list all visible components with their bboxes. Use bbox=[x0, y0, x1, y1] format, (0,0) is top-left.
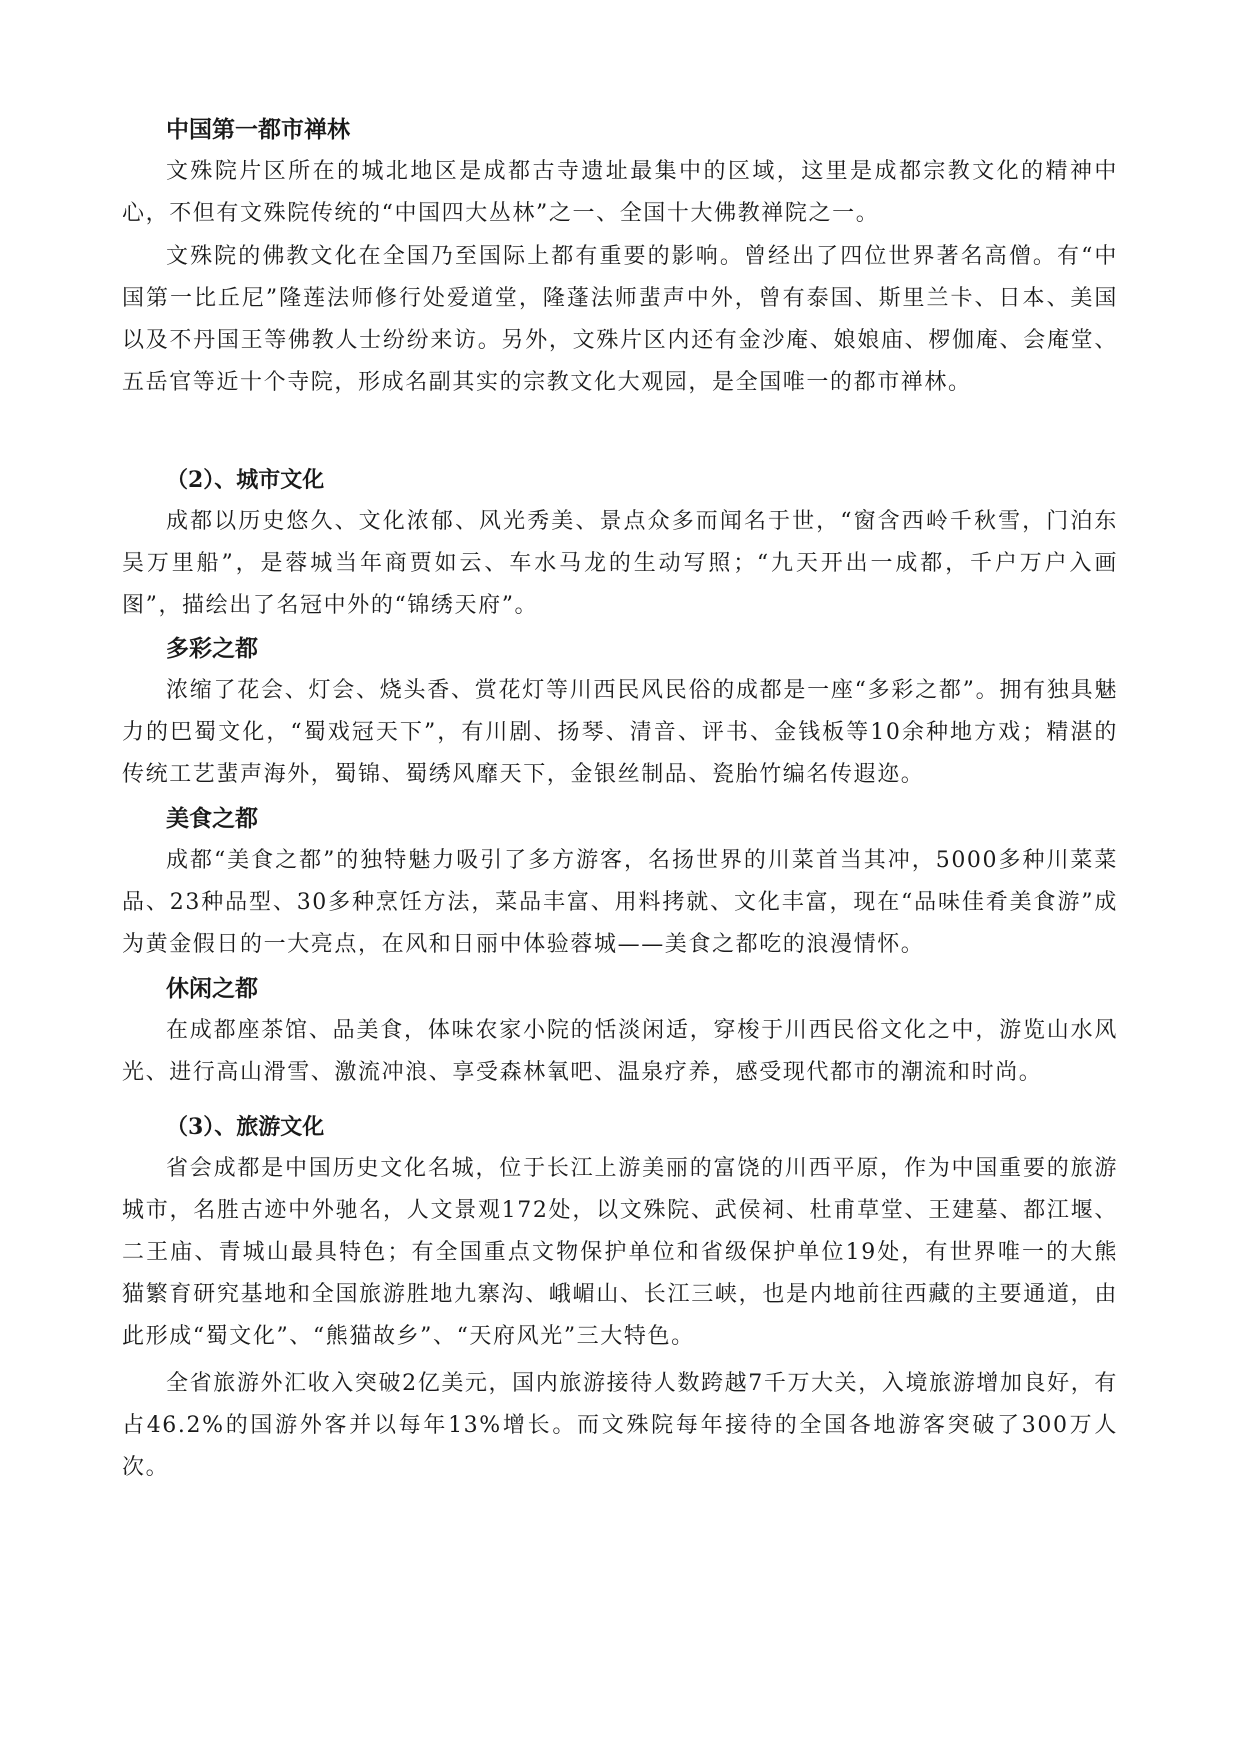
paragraph-text: 浓缩了花会、灯会、烧头香、赏花灯等川西民风民俗的成都是一座“多彩之都”。拥有独具魅力的巴蜀文化，“蜀戏冠天下”，有川剧、扬琴、清音、评书、金钱板等10余种地方戏；精湛的传统工艺蜚声海外，蜀锦、蜀绣风靡天下，金银丝制品、瓷胎竹编名传遐迩。 bbox=[122, 678, 1118, 787]
heading-tourism-culture: （3）、旅游文化 bbox=[166, 1114, 325, 1140]
paragraph-wenshu-district bbox=[122, 151, 1118, 235]
paragraph-colorful-capital bbox=[122, 670, 1118, 796]
paragraph-buddhist-culture bbox=[122, 236, 1118, 404]
paragraph-text: 省会成都是中国历史文化名城，位于长江上游美丽的富饶的川西平原，作为中国重要的旅游城市，名胜古迹中外驰名，人文景观172处，以文殊院、武侯祠、杜甫草堂、王建墓、都江堰、二王庙、青城山最具特色；有全国重点文物保护单位和省级保护单位19处，有世界唯一的大熊猫繁育研究基地和全国旅游胜地九寨沟、峨嵋山、长江三峡，也是内地前往西藏的主要通道，由此形成“蜀文化”、“熊猫故乡”、“天府风光”三大特色。 bbox=[122, 1156, 1118, 1349]
paragraph-text: 文殊院的佛教文化在全国乃至国际上都有重要的影响。曾经出了四位世界著名高僧。有“中国第一比丘尼”隆莲法师修行处爱道堂，隆蓬法师蜚声中外，曾有泰国、斯里兰卡、日本、美国以及不丹国王等佛教人士纷纷来访。另外，文殊片区内还有金沙庵、娘娘庙、椤伽庵、会庵堂、五岳官等近十个寺院，形成名副其实的宗教文化大观园，是全国唯一的都市禅林。 bbox=[122, 244, 1118, 395]
heading-colorful-capital: 多彩之都 bbox=[166, 635, 258, 662]
paragraph-city-culture bbox=[122, 501, 1118, 627]
heading-leisure-capital: 休闲之都 bbox=[166, 975, 258, 1002]
paragraph-food-capital bbox=[122, 840, 1118, 966]
paragraph-leisure-capital bbox=[122, 1010, 1118, 1094]
paragraph-tourism-culture bbox=[122, 1148, 1118, 1358]
paragraph-text: 在成都座茶馆、品美食，体味农家小院的恬淡闲适，穿梭于川西民俗文化之中，游览山水风光、进行高山滑雪、激流冲浪、享受森林氧吧、温泉疗养，感受现代都市的潮流和时尚。 bbox=[122, 1018, 1118, 1085]
heading-food-capital: 美食之都 bbox=[166, 805, 258, 832]
heading-city-culture: （2）、城市文化 bbox=[166, 467, 325, 493]
heading-urban-zen: 中国第一都市禅林 bbox=[166, 116, 350, 143]
paragraph-tourism-revenue bbox=[122, 1363, 1118, 1489]
paragraph-text: 文殊院片区所在的城北地区是成都古寺遗址最集中的区域，这里是成都宗教文化的精神中心，不但有文殊院传统的“中国四大丛林”之一、全国十大佛教禅院之一。 bbox=[122, 159, 1118, 226]
paragraph-text: 成都“美食之都”的独特魅力吸引了多方游客，名扬世界的川菜首当其冲，5000多种川菜菜品、23种品型、30多种烹饪方法，菜品丰富、用料拷就、文化丰富，现在“品味佳肴美食游”成为黄金假日的一大亮点，在风和日丽中体验蓉城——美食之都吃的浪漫情怀。 bbox=[122, 848, 1118, 957]
paragraph-text: 成都以历史悠久、文化浓郁、风光秀美、景点众多而闻名于世，“窗含西岭千秋雪，门泊东吴万里船”，是蓉城当年商贾如云、车水马龙的生动写照；“九天开出一成都，千户万户入画图”，描绘出了名冠中外的“锦绣天府”。 bbox=[122, 509, 1118, 618]
paragraph-text: 全省旅游外汇收入突破2亿美元，国内旅游接待人数跨越7千万大关，入境旅游增加良好，有占46.2%的国游外客并以每年13%增长。而文殊院每年接待的全国各地游客突破了300万人次。 bbox=[122, 1371, 1118, 1480]
